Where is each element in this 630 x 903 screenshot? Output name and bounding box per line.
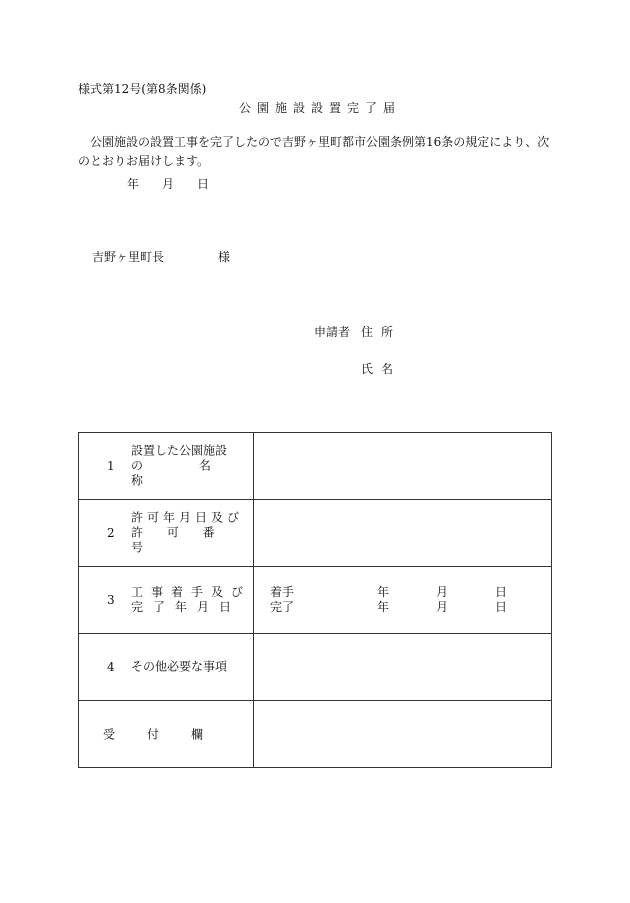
row-label-line1: 工事着手及び	[131, 585, 252, 599]
construction-dates-field[interactable]	[254, 567, 552, 634]
reception-label: 受付欄	[102, 727, 235, 742]
row-label-line2: 許 可 番 号	[131, 525, 225, 555]
park-facility-name-field[interactable]	[254, 433, 552, 500]
start-year-label: 年	[377, 585, 390, 599]
table-row	[79, 634, 552, 701]
addressee-name: 吉野ヶ里町長	[92, 250, 165, 264]
row-label	[131, 660, 227, 675]
end-date-row	[270, 600, 520, 615]
start-day-label: 日	[495, 585, 508, 599]
row-label-line1: 許可年月日及び	[131, 510, 244, 525]
body-text: 公園施設の設置工事を完了したので吉野ヶ里町都市公園条例第16条の規定により、次のとおりお届けします。	[78, 135, 550, 168]
row-4-label-cell	[79, 634, 254, 701]
table-row	[79, 433, 552, 500]
reception-field[interactable]	[254, 701, 552, 768]
end-month-label: 月	[436, 600, 449, 614]
row-label	[131, 511, 253, 556]
reception-label-cell	[79, 701, 254, 768]
document-title: 公園施設設置完了届	[238, 101, 401, 115]
start-label: 着手	[270, 585, 295, 599]
form-number: 様式第12号(第8条関係)	[78, 82, 207, 96]
row-label-line1: 設置した公園施設	[131, 443, 228, 458]
other-matters-field[interactable]	[254, 634, 552, 701]
name-label: 氏名	[361, 362, 402, 376]
row-label	[131, 444, 253, 489]
end-label: 完了	[270, 600, 295, 614]
row-label	[131, 585, 251, 615]
row-label-line2: の 名 称	[131, 458, 237, 488]
end-year-label: 年	[377, 600, 390, 614]
row-2-label-cell	[79, 500, 254, 567]
table-row	[79, 701, 552, 768]
date-day-label: 日	[197, 177, 210, 191]
row-label-line2: 完了年月日	[131, 600, 242, 614]
construction-dates	[270, 585, 520, 615]
permit-date-number-field[interactable]	[254, 500, 552, 567]
table-row	[79, 567, 552, 634]
date-month-label: 月	[162, 177, 175, 191]
start-month-label: 月	[436, 585, 449, 599]
row-label-line1: その他必要な事項	[131, 659, 228, 674]
table-row	[79, 500, 552, 567]
applicant-label: 申請者	[314, 325, 351, 339]
row-number: 2	[107, 526, 115, 540]
row-3-label-cell	[79, 567, 254, 634]
row-number: 4	[107, 660, 115, 674]
end-day-label: 日	[495, 600, 508, 614]
form-table	[78, 432, 552, 768]
date-year-label: 年	[127, 177, 140, 191]
row-1-label-cell	[79, 433, 254, 500]
address-label: 住所	[361, 325, 402, 339]
row-number: 1	[107, 459, 115, 473]
row-number: 3	[107, 593, 115, 607]
start-date-row	[270, 585, 520, 600]
addressee-honorific: 様	[218, 250, 231, 264]
